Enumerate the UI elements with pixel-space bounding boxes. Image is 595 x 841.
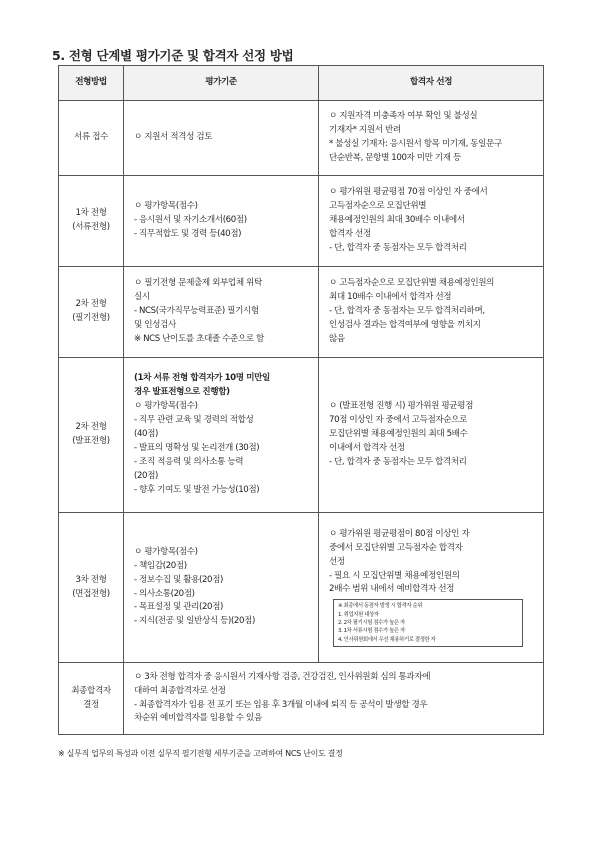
header-selection: 합격자 선정	[319, 66, 544, 101]
final-line: ㅇ 3차 전형 합격자 중 응시원서 기재사항 검증, 건강검진, 인사위원회 심의 통과자에	[134, 671, 431, 682]
selection-cell	[319, 101, 544, 176]
final-line: 대하여 최종합격자로 선정	[134, 685, 226, 696]
criteria-line: - 책임감(20점)	[134, 560, 187, 571]
stage-label: 1차 전형	[75, 208, 107, 219]
criteria-line: - 직무 관련 교육 및 경력의 적합성	[134, 415, 254, 426]
selection-line: 최대 10배수 이내에서 합격자 선정	[329, 292, 452, 303]
stage-label: 최종합격자	[71, 685, 111, 696]
selection-line: ㅇ 평가위원 평균평점 70점 이상인 자 중에서	[329, 187, 488, 198]
selection-line: ㅇ 지원자격 미충족자 여부 확인 및 불성실	[329, 111, 478, 122]
table-row	[59, 513, 544, 663]
criteria-cell	[124, 176, 319, 267]
stage-sublabel: (필기전형)	[72, 313, 110, 323]
selection-line: 2배수 범위 내에서 예비합격자 선정	[329, 584, 455, 595]
selection-line: * 불성실 기재자: 응시원서 항목 미기재, 동일문구	[329, 139, 502, 149]
criteria-line: ㅇ 평가항목(점수)	[134, 201, 198, 212]
evaluation-table	[58, 65, 544, 735]
criteria-line: - 지식(전공 및 일반상식 등)(20점)	[134, 616, 255, 627]
selection-line: ㅇ 평가위원 평균평점이 80점 이상인 자	[329, 528, 470, 539]
table-row	[59, 267, 544, 358]
selection-line: 70점 이상인 자 중에서 고득점자순으로	[329, 415, 467, 426]
tiebreak-line: 2. 2차 필기시험 점수가 높은 자	[338, 620, 405, 627]
stage-label: 2차 전형	[75, 422, 107, 433]
criteria-line: - NCS(국가직무능력표준) 필기시험	[134, 306, 259, 317]
selection-line: - 필요 시 모집단위별 채용예정인원의	[329, 570, 460, 581]
selection-line: - 단, 합격자 중 동점자는 모두 합격처리	[329, 242, 467, 253]
criteria-line: (1차 서류 전형 합격자가 10명 미만일	[134, 373, 270, 384]
criteria-cell	[124, 513, 319, 663]
stage-sublabel: (발표전형)	[72, 436, 110, 446]
criteria-line: - 의사소통(20점)	[134, 588, 195, 599]
selection-line: 고득점자순으로 모집단위별	[329, 201, 427, 212]
selection-line: - 단, 합격자 중 동점자는 모두 합격처리	[329, 456, 467, 467]
selection-line: 선정	[329, 556, 345, 567]
selection-cell	[319, 513, 544, 663]
stage-label: 2차 전형	[75, 299, 107, 310]
selection-cell	[319, 267, 544, 358]
header-stage: 전형방법	[59, 66, 124, 101]
tiebreak-line: 4. 인사위원회에서 우선 채용하기로 결정한 자	[338, 636, 436, 643]
section-title: 5. 전형 단계별 평가기준 및 합격자 선정 방법	[52, 48, 294, 63]
selection-line: 모집단위별 채용예정인원의 최대 5배수	[329, 429, 468, 440]
table-row	[59, 663, 544, 735]
criteria-line: - 직무적합도 및 경력 등(40점)	[134, 228, 242, 239]
criteria-line: ※ NCS 난이도를 초대졸 수준으로 함	[134, 333, 264, 344]
table-row	[59, 176, 544, 267]
selection-cell	[319, 358, 544, 513]
stage-label: 3차 전형	[75, 574, 107, 585]
table-row	[59, 358, 544, 513]
criteria-cell	[124, 358, 319, 513]
footnote: ※ 실무직 업무의 특성과 이전 실무직 필기전형 세부기준을 고려하여 NCS 난이도 결정	[58, 749, 343, 758]
header-criteria: 평가기준	[124, 66, 319, 101]
stage-cell	[59, 176, 124, 267]
selection-line: 중에서 모집단위별 고득점자순 합격자	[329, 542, 463, 553]
selection-line: ㅇ (발표전형 진행 시) 평가위원 평균평점	[329, 401, 473, 412]
selection-cell	[319, 176, 544, 267]
stage-cell	[59, 101, 124, 176]
criteria-line: ㅇ 필기전형 문제출제 외부업체 위탁	[134, 278, 262, 289]
selection-line: - 단, 합격자 중 동점자는 모두 합격처리하며,	[329, 306, 485, 317]
criteria-line: (20점)	[134, 470, 158, 481]
criteria-line: - 목표설정 및 관리(20점)	[134, 602, 223, 613]
table-row	[59, 101, 544, 176]
stage-sublabel: (서류전형)	[72, 222, 110, 232]
selection-line: 이내에서 합격자 선정	[329, 442, 405, 453]
criteria-line: - 응시원서 및 자기소개서(60점)	[134, 215, 247, 226]
stage-label: 서류 접수	[74, 132, 108, 143]
criteria-cell	[124, 267, 319, 358]
criteria-line: 실시	[134, 292, 150, 303]
stage-cell	[59, 663, 124, 735]
stage-sublabel: (면접전형)	[72, 588, 110, 599]
tiebreak-box	[333, 599, 523, 647]
selection-line: ㅇ 고득점자순으로 모집단위별 채용예정인원의	[329, 278, 495, 289]
criteria-line: - 향후 기여도 및 발전 가능성(10점)	[134, 484, 260, 495]
final-line: - 최종합격자가 임용 전 포기 또는 임용 후 3개월 이내에 퇴직 등 공석이 발생할 경우	[134, 699, 428, 710]
final-decision-cell	[124, 663, 544, 735]
selection-line: 인성검사 결과는 합격여부에 영향을 끼치지	[329, 319, 481, 330]
selection-line: 합격자 선정	[329, 228, 371, 239]
tiebreak-line: ※ 최종에서 동점자 발생 시 합격자 순위	[338, 603, 423, 610]
criteria-line: 및 인성검사	[134, 319, 176, 330]
selection-line: 기재자* 지원서 반려	[329, 125, 401, 136]
stage-cell	[59, 513, 124, 663]
stage-cell	[59, 358, 124, 513]
selection-line: 채용예정인원의 최대 30배수 이내에서	[329, 215, 465, 226]
criteria-line: - 정보수집 및 활용(20점)	[134, 574, 223, 585]
selection-line: 않음	[329, 333, 345, 344]
stage-cell	[59, 267, 124, 358]
criteria-line: (40점)	[134, 429, 158, 440]
selection-line: 단순반복, 문항별 100자 미만 기재 등	[329, 152, 461, 163]
criteria-line: ㅇ 지원서 적격성 검토	[134, 132, 213, 143]
stage-sublabel: 결정	[83, 699, 99, 710]
header-row	[59, 66, 544, 101]
criteria-line: ㅇ 평가항목(점수)	[134, 401, 198, 412]
tiebreak-line: 3. 1차 서류시험 점수가 높은 자	[338, 628, 405, 635]
criteria-line: - 발표의 명확성 및 논리전개 (30점)	[134, 442, 260, 453]
criteria-line: 경우 발표전형으로 진행함)	[134, 387, 230, 398]
final-line: 차순위 예비합격자를 임용할 수 있음	[134, 713, 262, 724]
tiebreak-line: 1. 취업지원 대상자	[338, 611, 379, 618]
criteria-cell	[124, 101, 319, 176]
criteria-line: - 조직 적응력 및 의사소통 능력	[134, 456, 244, 467]
criteria-line: ㅇ 평가항목(점수)	[134, 546, 198, 557]
